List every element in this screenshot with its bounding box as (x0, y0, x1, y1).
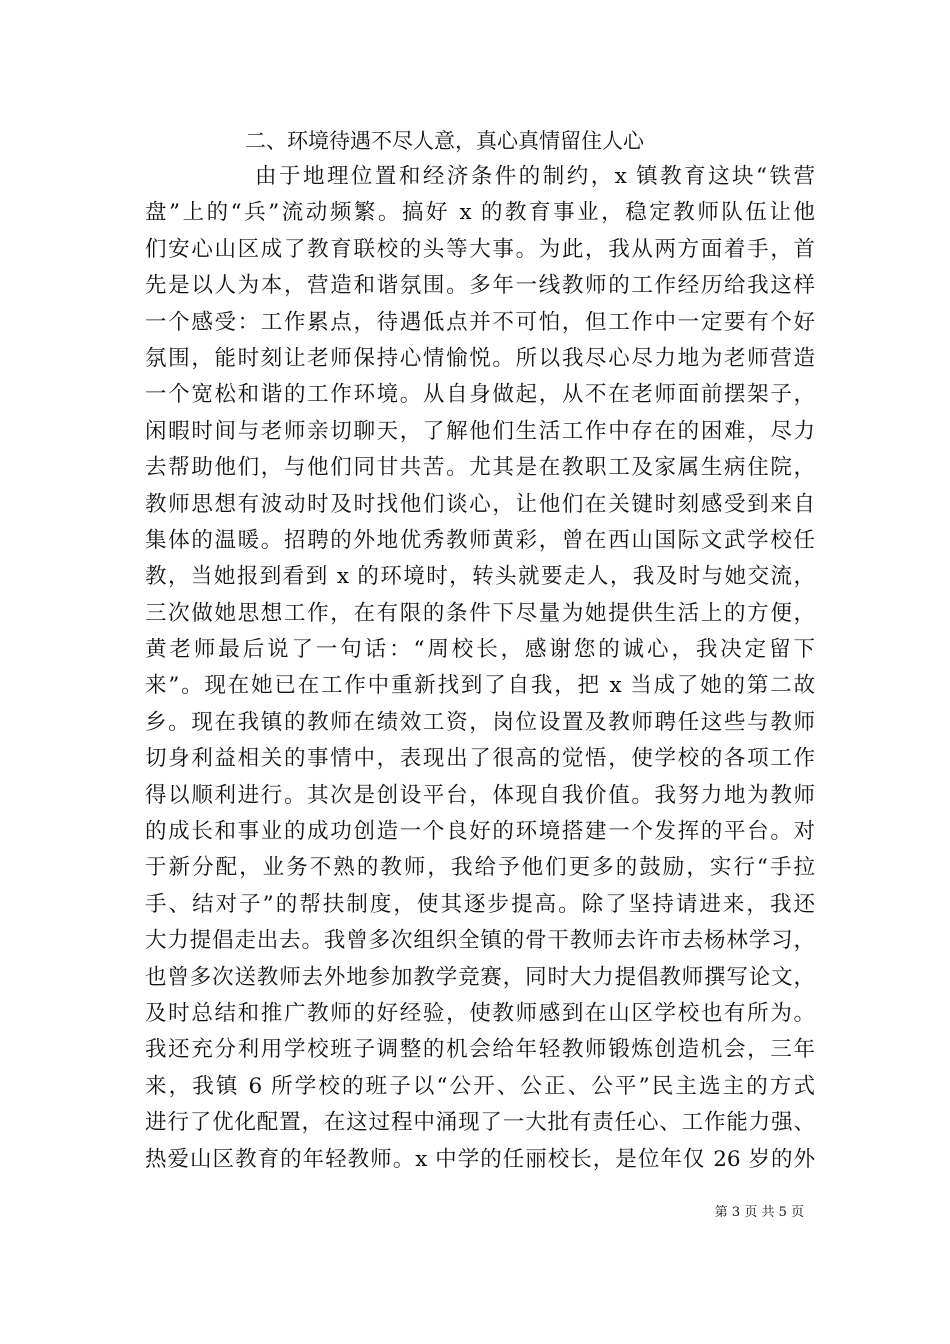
text-line: 集体的温暖。招聘的外地优秀教师黄彩，曾在西山国际文武学校任 (145, 527, 815, 553)
body-text (145, 159, 815, 1178)
text-line: 的成长和事业的成功创造一个良好的环境搭建一个发挥的平台。对 (145, 819, 815, 845)
page-number-footer: 第 3 页 共 5 页 (714, 1205, 804, 1220)
text-line: 由于地理位置和经济条件的制约，x 镇教育这块“铁营 (255, 164, 815, 189)
text-line: 闲暇时间与老师亲切聊天，了解他们生活工作中存在的困难，尽力 (145, 418, 815, 444)
text-line: 三次做她思想工作，在有限的条件下尽量为她提供生活上的方便， (145, 600, 815, 626)
text-line: 于新分配，业务不熟的教师，我给予他们更多的鼓励，实行“手拉 (145, 855, 815, 881)
text-line: 手、结对子”的帮扶制度，使其逐步提高。除了坚持请进来，我还 (145, 891, 815, 917)
text-line: 来，我镇 6 所学校的班子以“公开、公正、公平”民主选主的方式 (145, 1073, 815, 1099)
text-line: 及时总结和推广教师的好经验，使教师感到在山区学校也有所为。 (145, 1000, 815, 1026)
text-line: 我还充分利用学校班子调整的机会给年轻教师锻炼创造机会，三年 (145, 1037, 815, 1063)
text-line: 热爱山区教育的年轻教师。x 中学的任丽校长，是位年仅 26 岁的外 (145, 1146, 815, 1172)
text-line: 进行了优化配置，在这过程中涌现了一大批有责任心、工作能力强、 (145, 1110, 815, 1136)
text-line: 们安心山区成了教育联校的头等大事。为此，我从两方面着手，首 (145, 236, 815, 262)
text-line: 盘”上的“兵”流动频繁。搞好 x 的教育事业，稳定教师队伍让他 (145, 200, 815, 226)
text-line: 一个感受：工作累点，待遇低点并不可怕，但工作中一定要有个好 (145, 309, 815, 335)
text-line: 教，当她报到看到 x 的环境时，转头就要走人，我及时与她交流， (145, 564, 815, 590)
text-line: 切身利益相关的事情中，表现出了很高的觉悟，使学校的各项工作 (145, 746, 815, 772)
text-line: 去帮助他们，与他们同甘共苦。尤其是在教职工及家属生病住院， (145, 455, 815, 481)
text-line: 教师思想有波动时及时找他们谈心，让他们在关键时刻感受到来自 (145, 491, 815, 517)
text-line: 也曾多次送教师去外地参加教学竞赛，同时大力提倡教师撰写论文， (145, 964, 815, 990)
text-line: 黄老师最后说了一句话：“周校长，感谢您的诚心，我决定留下 (145, 637, 815, 663)
text-line: 一个宽松和谐的工作环境。从自身做起，从不在老师面前摆架子， (145, 382, 815, 408)
text-line: 乡。现在我镇的教师在绩效工资，岗位设置及教师聘任这些与教师 (145, 709, 815, 735)
text-line: 得以顺利进行。其次是创设平台，体现自我价值。我努力地为教师 (145, 782, 815, 808)
section-heading: 二、环境待遇不尽人意，真心真情留住人心 (245, 129, 644, 153)
text-line: 大力提倡走出去。我曾多次组织全镇的骨干教师去许市去杨林学习， (145, 928, 815, 954)
text-line: 来”。现在她已在工作中重新找到了自我，把 x 当成了她的第二故 (145, 673, 815, 699)
text-line: 氛围，能时刻让老师保持心情愉悦。所以我尽心尽力地为老师营造 (145, 345, 815, 371)
text-line: 先是以人为本，营造和谐氛围。多年一线教师的工作经历给我这样 (145, 273, 815, 299)
